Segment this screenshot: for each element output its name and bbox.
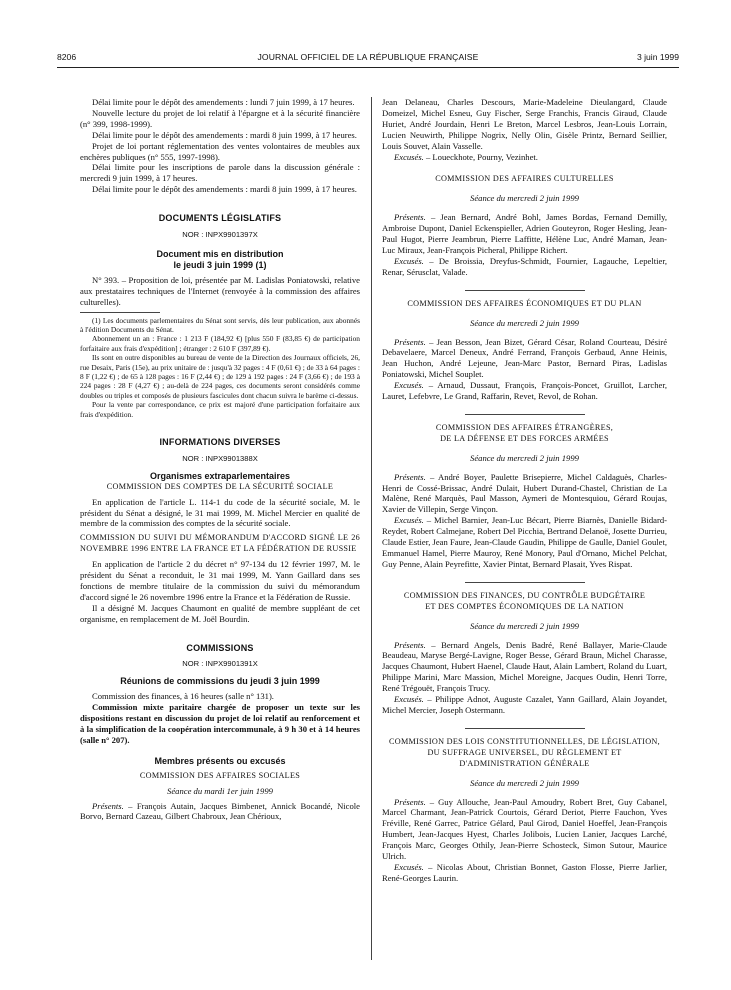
paragraph: Délai limite pour le dépôt des amendements : lundi 7 juin 1999, à 17 heures. — [92, 97, 355, 107]
document-item: N° 393. – Proposition de loi, présentée par M. Ladislas Poniatowski, relative aux prestataires techniques de l'Internet (renvoyée à la commission des affaires culturelles). — [80, 274, 360, 307]
members-names: – André Boyer, Paulette Brisepierre, Michel Caldaguès, Charles-Henri de Cossé-Brissac, André Dulait, Hubert Durand-Chastel, Christian de La Malène, René Marquès, Paul Masson, Aymeri de Montesquiou, Gérard Roujas, Xavier de Villepin, Serge Vinçon. — [382, 471, 667, 515]
left-column — [80, 97, 360, 970]
footnote: Abonnement un an : France : 1 213 F (184,92 €) [plus 550 F (83,85 €) de participation forfaitaire aux frais d'expédition] ; étranger : 2 610 F (397,89 €). — [80, 334, 360, 353]
nor-reference: NOR : INPX9901397X — [182, 230, 258, 240]
commission-title: COMMISSION DES AFFAIRES CULTURELLES — [435, 174, 614, 184]
commission-title: COMMISSION DES AFFAIRES SOCIALES — [139, 770, 301, 780]
excused-list — [382, 380, 667, 402]
members-list — [382, 640, 667, 695]
paragraph: Projet de loi portant réglementation des ventes volontaires de meubles aux enchères publiques (n° 555, 1997-1998). — [80, 140, 360, 162]
excuses-label: Excusés. — [394, 861, 424, 872]
excused-names: – Arnaud, Dussaut, François, François-Poncet, Gruillot, Larcher, Lauret, Lefebvre, Le Grand, Raffarin, Revet, Revol, de Rohan. — [382, 380, 667, 402]
paragraph: Délai limite pour le dépôt des amendements : mardi 8 juin 1999, à 17 heures. — [92, 129, 357, 140]
commission-title: COMMISSION DU SUIVI DU MÉMORANDUM D'ACCORD SIGNÉ LE 26 NOVEMBRE 1996 ENTRE LA FRANCE ET LA FÉDÉRATION DE RUSSIE — [80, 533, 360, 554]
members-list — [80, 801, 360, 823]
footnote: Ils sont en outre disponibles au bureau de vente de la Direction des Journaux officiels, 26, rue Desaix, Paris (15e), au prix unitaire de : jusqu'à 32 pages : 4 F (0,61 €) ; de 33 à 64 pages : 8 F (1,22 €) ; de 65 à 128 pages : 16 F (2,44 €) ; de 129 à 192 pages : 24 F (3,66 €) ; de 193 à 224 pages : 28 F (4,27 €) ; au-delà de 224 pages, ces documents seront considérés comme doubles ou triples et composés de plusieurs fascicules dont chacun suivra le barème ci-dessus. — [80, 353, 360, 400]
members-list — [382, 337, 667, 381]
paragraph: En application de l'article 2 du décret n° 97-134 du 12 février 1997, M. le président du Sénat a reconduit, le 31 mai 1999, M. Yann Gaillard dans ses fonctions de membre titulaire de la commission du suivi du mémorandum d'accord signé le 26 novembre 1996 entre la France et la Fédération de Russie. — [80, 559, 360, 602]
header-rule — [57, 67, 679, 68]
members-names: – Bernard Angels, Denis Badré, René Ballayer, Marie-Claude Beaudeau, Maryse Bergé-Lavigne, Roger Besse, Gérard Braun, Michel Charasse, Jacques Chaumont, Hubert Haenel, Claude Haut, Alain Lambert, Roland du Luart, Philippe Marini, Marc Massion, Michel Moreigne, Jacques Oudin, Henri Torre, René Trégouët, François Trucy. — [382, 639, 667, 694]
commission-title-cont: DE LA DÉFENSE ET DES FORCES ARMÉES — [440, 433, 609, 443]
paragraph: Commission mixte paritaire chargée de proposer un texte sur les dispositions restant en discussion du projet de loi relatif au renforcement et à la simplification de la coopération intercommunale, à 9 h 30 et à 14 heures (salle n° 207). — [80, 702, 360, 745]
commission-title: COMMISSION DES FINANCES, DU CONTRÔLE BUDGÉTAIRE — [403, 590, 646, 600]
nor-reference: NOR : INPX9901388X — [182, 453, 258, 463]
excuses-label: Excusés. — [394, 694, 424, 705]
presents-label: Présents. — [394, 471, 426, 482]
excused-list — [382, 694, 667, 716]
seance-date: Séance du mercredi 2 juin 1999 — [470, 452, 579, 463]
nor-reference: NOR : INPX9901391X — [182, 659, 258, 669]
presents-label: Présents. — [394, 639, 426, 650]
commission-section — [382, 716, 667, 884]
section-title-informations: INFORMATIONS DIVERSES — [159, 436, 281, 447]
members-list — [382, 212, 667, 256]
excused-list — [382, 152, 667, 163]
members-title: Membres présents ou excusés — [154, 755, 286, 766]
excused-list — [382, 862, 667, 884]
commission-title: COMMISSION DES AFFAIRES ÉTRANGÈRES, — [435, 422, 614, 432]
seance-date: Séance du mercredi 2 juin 1999 — [470, 317, 579, 328]
commission-section — [382, 402, 667, 570]
paragraph: Il a désigné M. Jacques Chaumont en qualité de membre suppléant de cet organisme, en remplacement de M. Joël Bourdin. — [80, 602, 360, 624]
seance-date: Séance du mercredi 2 juin 1999 — [470, 193, 579, 204]
footnote-rule — [80, 312, 160, 313]
excused-list — [382, 515, 667, 570]
excuses-label: Excusés. — [394, 380, 424, 391]
seance-date: Séance du mercredi 2 juin 1999 — [470, 620, 579, 631]
section-title-documents: DOCUMENTS LÉGISLATIFS — [158, 213, 282, 224]
commission-section — [382, 278, 667, 402]
commission-section — [382, 162, 667, 277]
presents-label: Présents. — [394, 212, 426, 223]
section-title-commissions: COMMISSIONS — [186, 642, 254, 653]
seance-date: Séance du mercredi 2 juin 1999 — [470, 777, 579, 788]
footnote: Pour la vente par correspondance, ce prix est majoré d'une participation forfaitaire aux frais d'expédition. — [80, 400, 360, 419]
excused-names: – Loueckhote, Pourny, Vezinhet. — [425, 151, 538, 162]
page-number: 8206 — [57, 52, 77, 62]
members-names: – Jean Bernard, André Bohl, James Bordas, Fernand Demilly, Ambroise Dupont, Daniel Eckenspieller, Adrien Gouteyron, Roger Hesling, Jean-Paul Hugot, Pierre Jeambrun, Pierre Laffitte, Hélène Luc, André Maman, Jean-Luc Miraux, Jean-François Picheral, Philippe Richert. — [382, 212, 668, 255]
presents-label: Présents. — [394, 336, 426, 347]
excused-names: – Michel Barnier, Jean-Luc Bécart, Pierre Biarnès, Danielle Bidard-Reydet, Robert Calmejane, Robert Del Picchia, Bertrand Delanoë, Josette Durrieu, Claude Estier, Jean Faure, Jean-Claude Gaudin, Philippe de Gaulle, Daniel Goulet, Emmanuel Hamel, Pierre Mauroy, René Monory, Paul d'Ornano, Michel Pelchat, Guy Penne, Alain Peyrefitte, Xavier Pintat, Bernard Plasait, Yves Rispat. — [382, 515, 667, 569]
excused-list — [382, 256, 667, 278]
right-column — [382, 97, 667, 970]
commission-title: COMMISSION DES AFFAIRES ÉCONOMIQUES ET DU PLAN — [407, 298, 642, 308]
commission-section — [382, 570, 667, 716]
excuses-label: Excusés. — [394, 255, 424, 266]
members-names: – Jean Besson, Jean Bizet, Gérard César, Roland Courteau, Désiré Debavelaere, Marcel Deneux, André Ferrand, François Gerbaud, Anne Heinis, Jean Huchon, André Lejeune, Jean-Marc Pastor, Bernard Piras, Ladislas Poniatowski, Michel Souplet. — [382, 336, 668, 380]
excused-names: – De Broissia, Dreyfus-Schmidt, Fournier, Lagauche, Lepeltier, Renar, Sérusclat, Valade. — [382, 255, 667, 277]
excused-names: – Nicolas About, Christian Bonnet, Gaston Flosse, Pierre Jarlier, René-Georges Laurin. — [382, 861, 667, 883]
paragraph: Délai limite pour les inscriptions de parole dans la discussion générale : mercredi 9 juin 1999, à 17 heures. — [80, 162, 360, 184]
members-list — [382, 472, 667, 516]
members-names: Jean Delaneau, Charles Descours, Marie-Madeleine Dieulangard, Claude Domeizel, Michel Esneu, Guy Fischer, Serge Franchis, Francis Giraud, Claude Huriet, André Jourdain, Henri Le Breton, Marcel Lesbros, Jean-Louis Lorrain, Lucien Neuwirth, Philippe Nogrix, Nelly Olin, Gisèle Printz, Bernard Seillier, Louis Souvet, Alain Vasselle. — [382, 97, 667, 151]
seance-date: Séance du mardi 1er juin 1999 — [167, 785, 273, 796]
commission-title-cont: D'ADMINISTRATION GÉNÉRALE — [459, 758, 590, 768]
commission-title: COMMISSION DES COMPTES DE LA SÉCURITÉ SOCIALE — [106, 481, 334, 491]
presents-label: Présents. — [92, 800, 124, 811]
issue-date: 3 juin 1999 — [636, 52, 679, 62]
paragraph: Commission des finances, à 16 heures (salle n° 131). — [92, 691, 274, 702]
reunions-title: Réunions de commissions du jeudi 3 juin 1999 — [120, 676, 320, 687]
paragraph: En application de l'article L. 114-1 du code de la sécurité sociale, M. le président du Sénat a désigné, le 31 mai 1999, M. Michel Mercier en qualité de membre de la commission des comptes de la sécurité sociale. — [80, 496, 360, 529]
commission-title-cont: ET DES COMPTES ÉCONOMIQUES DE LA NATION — [425, 601, 624, 611]
journal-title: JOURNAL OFFICIEL DE LA RÉPUBLIQUE FRANÇAISE — [257, 52, 479, 62]
paragraph: Nouvelle lecture du projet de loi relatif à l'épargne et à la sécurité financière (n° 399, 1998-1999). — [80, 107, 360, 129]
commission-title: COMMISSION DES LOIS CONSTITUTIONNELLES, DE LÉGISLATION, DU SUFFRAGE UNIVERSEL, DU RÈGLEMENT ET — [389, 736, 660, 757]
paragraph: Délai limite pour le dépôt des amendements : mardi 8 juin 1999, à 17 heures. — [92, 184, 357, 195]
members-names: – François Autain, Jacques Bimbenet, Annick Bocandé, Nicole Borvo, Bernard Cazeau, Gilbert Chabroux, Jean Chérioux, — [80, 800, 360, 822]
footnote: (1) Les documents parlementaires du Sénat sont servis, dès leur publication, aux abonnés à l'édition Documents du Sénat. — [80, 315, 360, 334]
excused-names: – Philippe Adnot, Auguste Cazalet, Yann Gaillard, Alain Joyandet, Michel Mercier, Joseph Ostermann. — [382, 694, 667, 715]
presents-label: Présents. — [394, 796, 426, 807]
distribution-title: Document mis en distribution — [156, 248, 284, 259]
page-header — [57, 52, 679, 66]
organismes-title: Organismes extraparlementaires — [149, 470, 291, 481]
column-divider — [371, 97, 372, 960]
members-list — [382, 797, 667, 862]
excuses-label: Excusés. — [394, 515, 424, 526]
members-names: – Guy Allouche, Jean-Paul Amoudry, Robert Bret, Guy Cabanel, Marcel Charmant, Jean-Patrick Courtois, Gérard Deriot, Pierre Fauchon, Yves Fréville, René Garrec, Patrice Gélard, Paul Girod, Daniel Hoeffel, Jean-François Humbert, Jean-Jacques Hyest, Charles Jolibois, Lucien Lanier, Jacques Larché, François Marc, Georges Othily, Jean-Pierre Schosteck, Simon Sutour, Maurice Ulrich. — [382, 796, 667, 862]
excuses-label: Excusés. — [394, 151, 424, 162]
distribution-date: le jeudi 3 juin 1999 (1) — [173, 259, 267, 270]
